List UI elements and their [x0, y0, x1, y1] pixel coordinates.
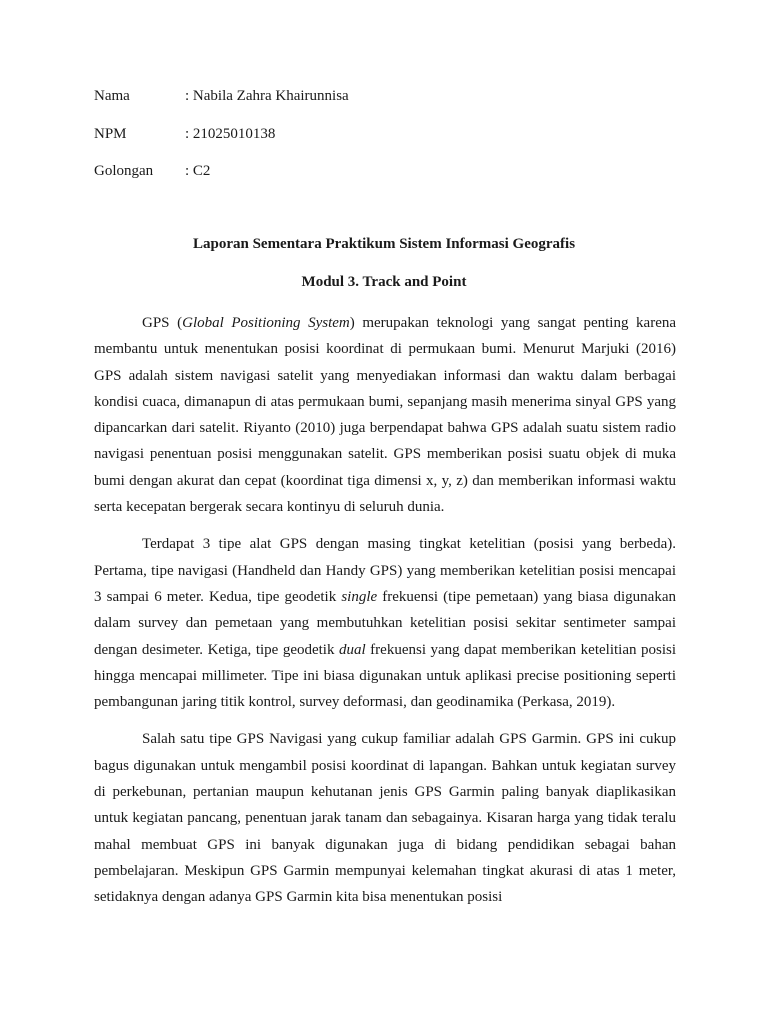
- info-row-nama: [94, 86, 349, 124]
- italic-term: single: [341, 588, 378, 605]
- info-value: : Nabila Zahra Khairunnisa: [185, 88, 349, 104]
- module-title: Modul 3. Track and Point: [301, 274, 467, 290]
- info-label: Golongan: [94, 163, 154, 179]
- info-value: : 21025010138: [185, 125, 276, 142]
- info-row-golongan: [94, 161, 349, 199]
- paragraph-2: [94, 531, 676, 715]
- paragraph-text: Terdapat 3 tipe alat GPS dengan masing tingkat ketelitian (posisi yang berbeda). Pertama, tipe navigasi (Handheld dan Handy GPS) yang memberikan ketelitian posisi mencapai 3 sampai 6 meter. Kedua, tipe geodetik: [94, 536, 676, 605]
- paragraph-text: Salah satu tipe GPS Navigasi yang cukup familiar adalah GPS Garmin. GPS ini cukup bagus digunakan untuk mengambil posisi koordinat di lapangan. Bahkan untuk kegiatan survey di perkebunan, pertanian maupun kehutanan jenis GPS Garmin paling banyak diaplikasikan untuk kegiatan pancang, penentuan jarak tanam dan sebagainya. Kisaran harga yang tidak teralu mahal membuat GPS ini banyak digunakan juga di bidang pendidikan sebagai bahan pembelajaran. Meskipun GPS Garmin mempunyai kelemahan tingkat akurasi di atas 1 meter, setidaknya dengan adanya GPS Garmin kita bisa menentukan posisi: [94, 731, 676, 906]
- italic-term: Global Positioning System: [182, 315, 350, 331]
- report-title: Laporan Sementara Praktikum Sistem Informasi Geografis: [192, 236, 576, 252]
- paragraph-text: GPS (: [142, 315, 183, 331]
- report-body: [94, 310, 676, 922]
- info-value: : C2: [185, 163, 211, 179]
- info-label: Nama: [94, 88, 130, 104]
- paragraph-1: [94, 310, 676, 520]
- info-row-npm: [94, 124, 349, 162]
- italic-term: dual: [339, 641, 366, 658]
- paragraph-3: [94, 726, 676, 910]
- info-label: NPM: [94, 125, 127, 142]
- paragraph-text: frekuensi (tipe pemetaan) yang biasa digunakan dalam survey dan pemetaan yang membutuhkan ketelitian posisi sekitar sentimeter sampai dengan desimeter. Ketiga, tipe geodetik: [94, 588, 676, 658]
- paragraph-text: frekuensi yang dapat memberikan ketelitian posisi hingga mencapai millimeter. Tipe ini biasa digunakan untuk aplikasi precise positioning seperti pembangunan jaring titik kontrol, survey deformasi, dan geodinamika (Perkasa, 2019).: [94, 641, 676, 711]
- student-info: [94, 86, 349, 199]
- paragraph-text: ) merupakan teknologi yang sangat penting karena membantu untuk menentukan posisi koordinat di permukaan bumi. Menurut Marjuki (2016) GPS adalah sistem navigasi satelit yang menyediakan informasi dan waktu dalam berbagai kondisi cuaca, dimanapun di atas permukaan bumi, sepanjang masih menerima sinyal GPS yang dipancarkan dari satelit. Riyanto (2010) juga berpendapat bahwa GPS adalah suatu sistem radio navigasi penentuan posisi menggunakan satelit. GPS memberikan posisi suatu objek di muka bumi dengan akurat dan cepat (koordinat tiga dimensi x, y, z) dan memberikan informasi waktu serta kecepatan bergerak secara kontinyu di seluruh dunia.: [94, 315, 677, 516]
